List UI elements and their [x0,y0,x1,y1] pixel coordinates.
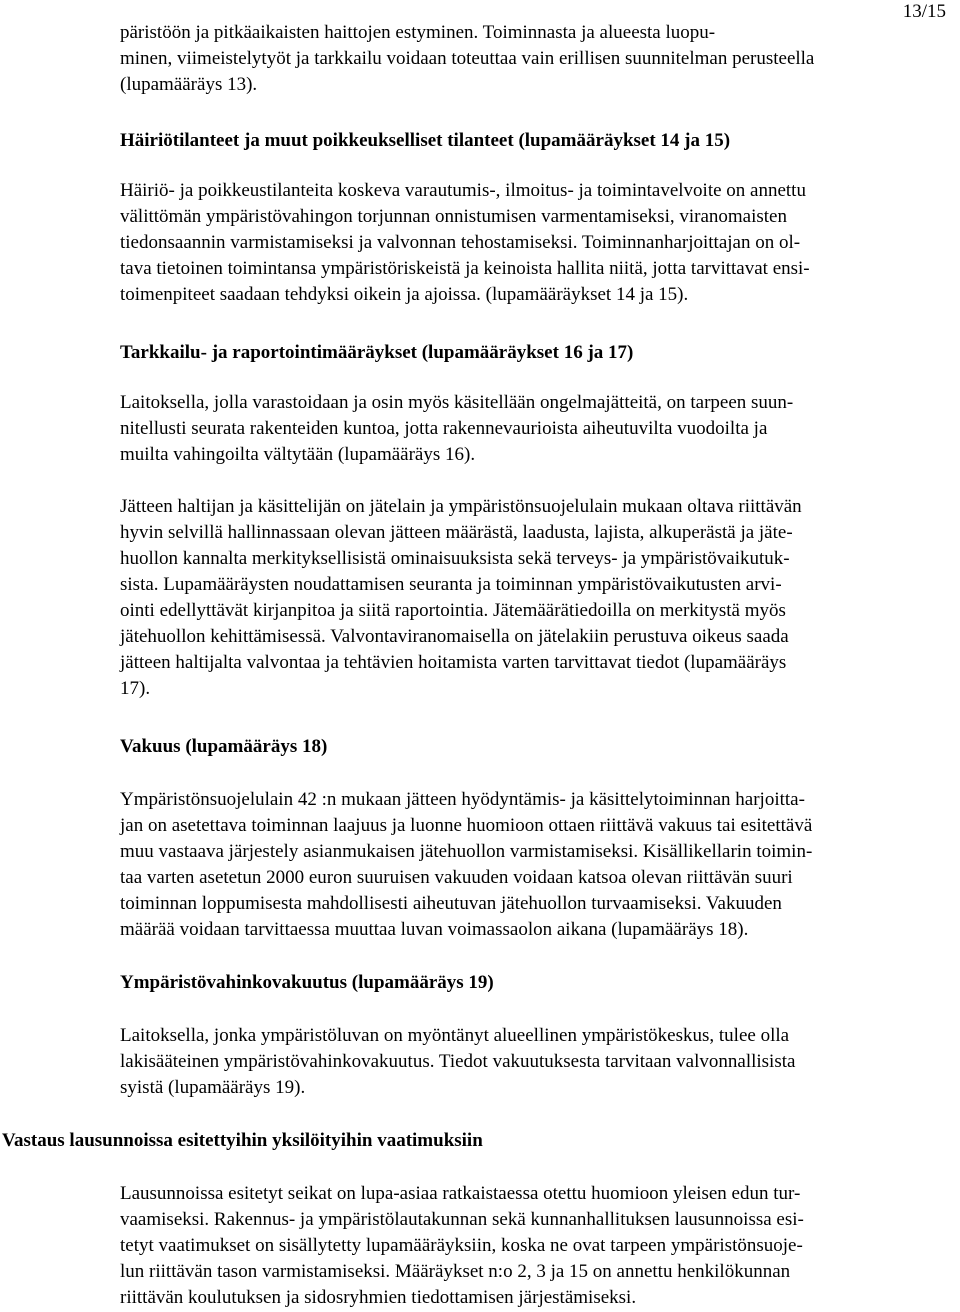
section-paragraph [120,178,810,308]
text-line: jätteen haltijalta valvontaa ja tehtävien hoitamista varten tarvittavat tiedot (lupamääräys [120,652,787,673]
text-line: syistä (lupamääräys 19). [120,1077,306,1098]
text-line: päristöön ja pitkäaikaisten haittojen estyminen. Toiminnasta ja alueesta luopu- [120,22,716,43]
section-heading: Vakuus (lupamääräys 18) [120,736,328,757]
text-line: muilta vahingoilta vältytään (lupamääräys 16). [120,444,476,465]
section-paragraph [120,494,802,702]
page-number: 13/15 [902,1,946,22]
intro-paragraph [120,20,814,98]
text-line: (lupamääräys 13). [120,74,258,95]
section-heading: Ympäristövahinkovakuutus (lupamääräys 19) [120,972,494,993]
text-line: välittömän ympäristövahingon torjunnan onnistumisen varmentamiseksi, viranomaisten [120,206,787,227]
text-line: muu vastaava järjestely asianmukaisen jätehuollon varmistamiseksi. Kisällikellarin toimin- [120,841,813,862]
text-line: lakisääteinen ympäristövahinkovakuutus. Tiedot vakuutuksesta tarvitaan valvonnallisista [120,1051,796,1072]
text-line: määrää voidaan tarvittaessa muuttaa luvan voimassaolon aikana (lupamääräys 18). [120,919,749,940]
text-line: vaamiseksi. Rakennus- ja ympäristölautakunnan sekä kunnanhallituksen lausunnoissa esi- [120,1209,804,1230]
section-paragraph [120,1023,795,1101]
text-line: riittävän koulutuksen ja sidosryhmien tiedottamisen järjestämiseksi. [120,1287,637,1308]
section-paragraph [120,787,812,943]
text-line: nitellusti seurata rakenteiden kuntoa, jotta rakennevaurioista aiheutuvilta vuodoilta ja [120,418,768,439]
text-line: toimenpiteet saadaan tehdyksi oikein ja ajoissa. (lupamääräykset 14 ja 15). [120,284,689,305]
text-line: sista. Lupamääräysten noudattamisen seuranta ja toiminnan ympäristövaikutusten arvi- [120,574,782,595]
text-line: tava tietoinen toimintansa ympäristöriskeistä ja keinoista hallita niitä, jotta tarvittavat ensi- [120,258,810,279]
text-line: jan on asetettava toiminnan laajuus ja luonne huomioon ottaen riittävä vakuus tai esitettävä [120,815,813,836]
text-line: Häiriö- ja poikkeustilanteita koskeva varautumis-, ilmoitus- ja toimintavelvoite on annettu [120,180,806,201]
text-line: lun riittävän tason varmistamiseksi. Määräykset n:o 2, 3 ja 15 on annettu henkilökunnan [120,1261,791,1282]
text-line: Ympäristönsuojelulain 42 :n mukaan jätteen hyödyntämis- ja käsittelytoiminnan harjoitta- [120,789,805,810]
text-line: Laitoksella, jolla varastoidaan ja osin myös käsitellään ongelmajätteitä, on tarpeen suun- [120,392,794,413]
section-heading: Häiriötilanteet ja muut poikkeukselliset tilanteet (lupamääräykset 14 ja 15) [120,130,731,151]
text-line: huollon kannalta merkityksellisistä ominaisuuksista sekä terveys- ja ympäristövaikutuk- [120,548,790,569]
text-line: tiedonsaannin varmistamiseksi ja valvonnan tehostamiseksi. Toiminnanharjoittajan on ol- [120,232,801,253]
text-line: 17). [120,678,151,699]
response-paragraph [120,1181,804,1311]
section-heading: Tarkkailu- ja raportointimääräykset (lupamääräykset 16 ja 17) [120,342,634,363]
section-paragraph [120,390,793,468]
text-line: tetyt vaatimukset on sisällytetty lupamääräyksiin, koska ne ovat tarpeen ympäristönsuoje- [120,1235,803,1256]
response-heading: Vastaus lausunnoissa esitettyihin yksilöityihin vaatimuksiin [2,1130,483,1151]
text-line: minen, viimeistelytyöt ja tarkkailu voidaan toteuttaa vain erillisen suunnitelman perusteella [120,48,815,69]
text-line: Jätteen haltijan ja käsittelijän on jätelain ja ympäristönsuojelulain mukaan oltava riittävän [120,496,802,517]
text-line: jätehuollon kehittämisessä. Valvontaviranomaisella on jätelakiin perustuva oikeus saada [120,626,789,647]
text-line: toiminnan loppumisesta mahdollisesti aiheutuvan jätehuollon turvaamiseksi. Vakuuden [120,893,782,914]
text-line: hyvin selvillä hallinnassaan olevan jätteen määrästä, laadusta, lajista, alkuperästä ja jäte- [120,522,793,543]
text-line: Laitoksella, jonka ympäristöluvan on myöntänyt alueellinen ympäristökeskus, tulee olla [120,1025,790,1046]
text-line: Lausunnoissa esitetyt seikat on lupa-asiaa ratkaistaessa otettu huomioon yleisen edun tur- [120,1183,801,1204]
text-line: taa varten asetetun 2000 euron suuruisen vakuuden voidaan katsoa olevan riittävän suuri [120,867,793,888]
text-line: ointi edellyttävät kirjanpitoa ja siitä raportointia. Jätemäärätiedoilla on merkitystä myös [120,600,786,621]
